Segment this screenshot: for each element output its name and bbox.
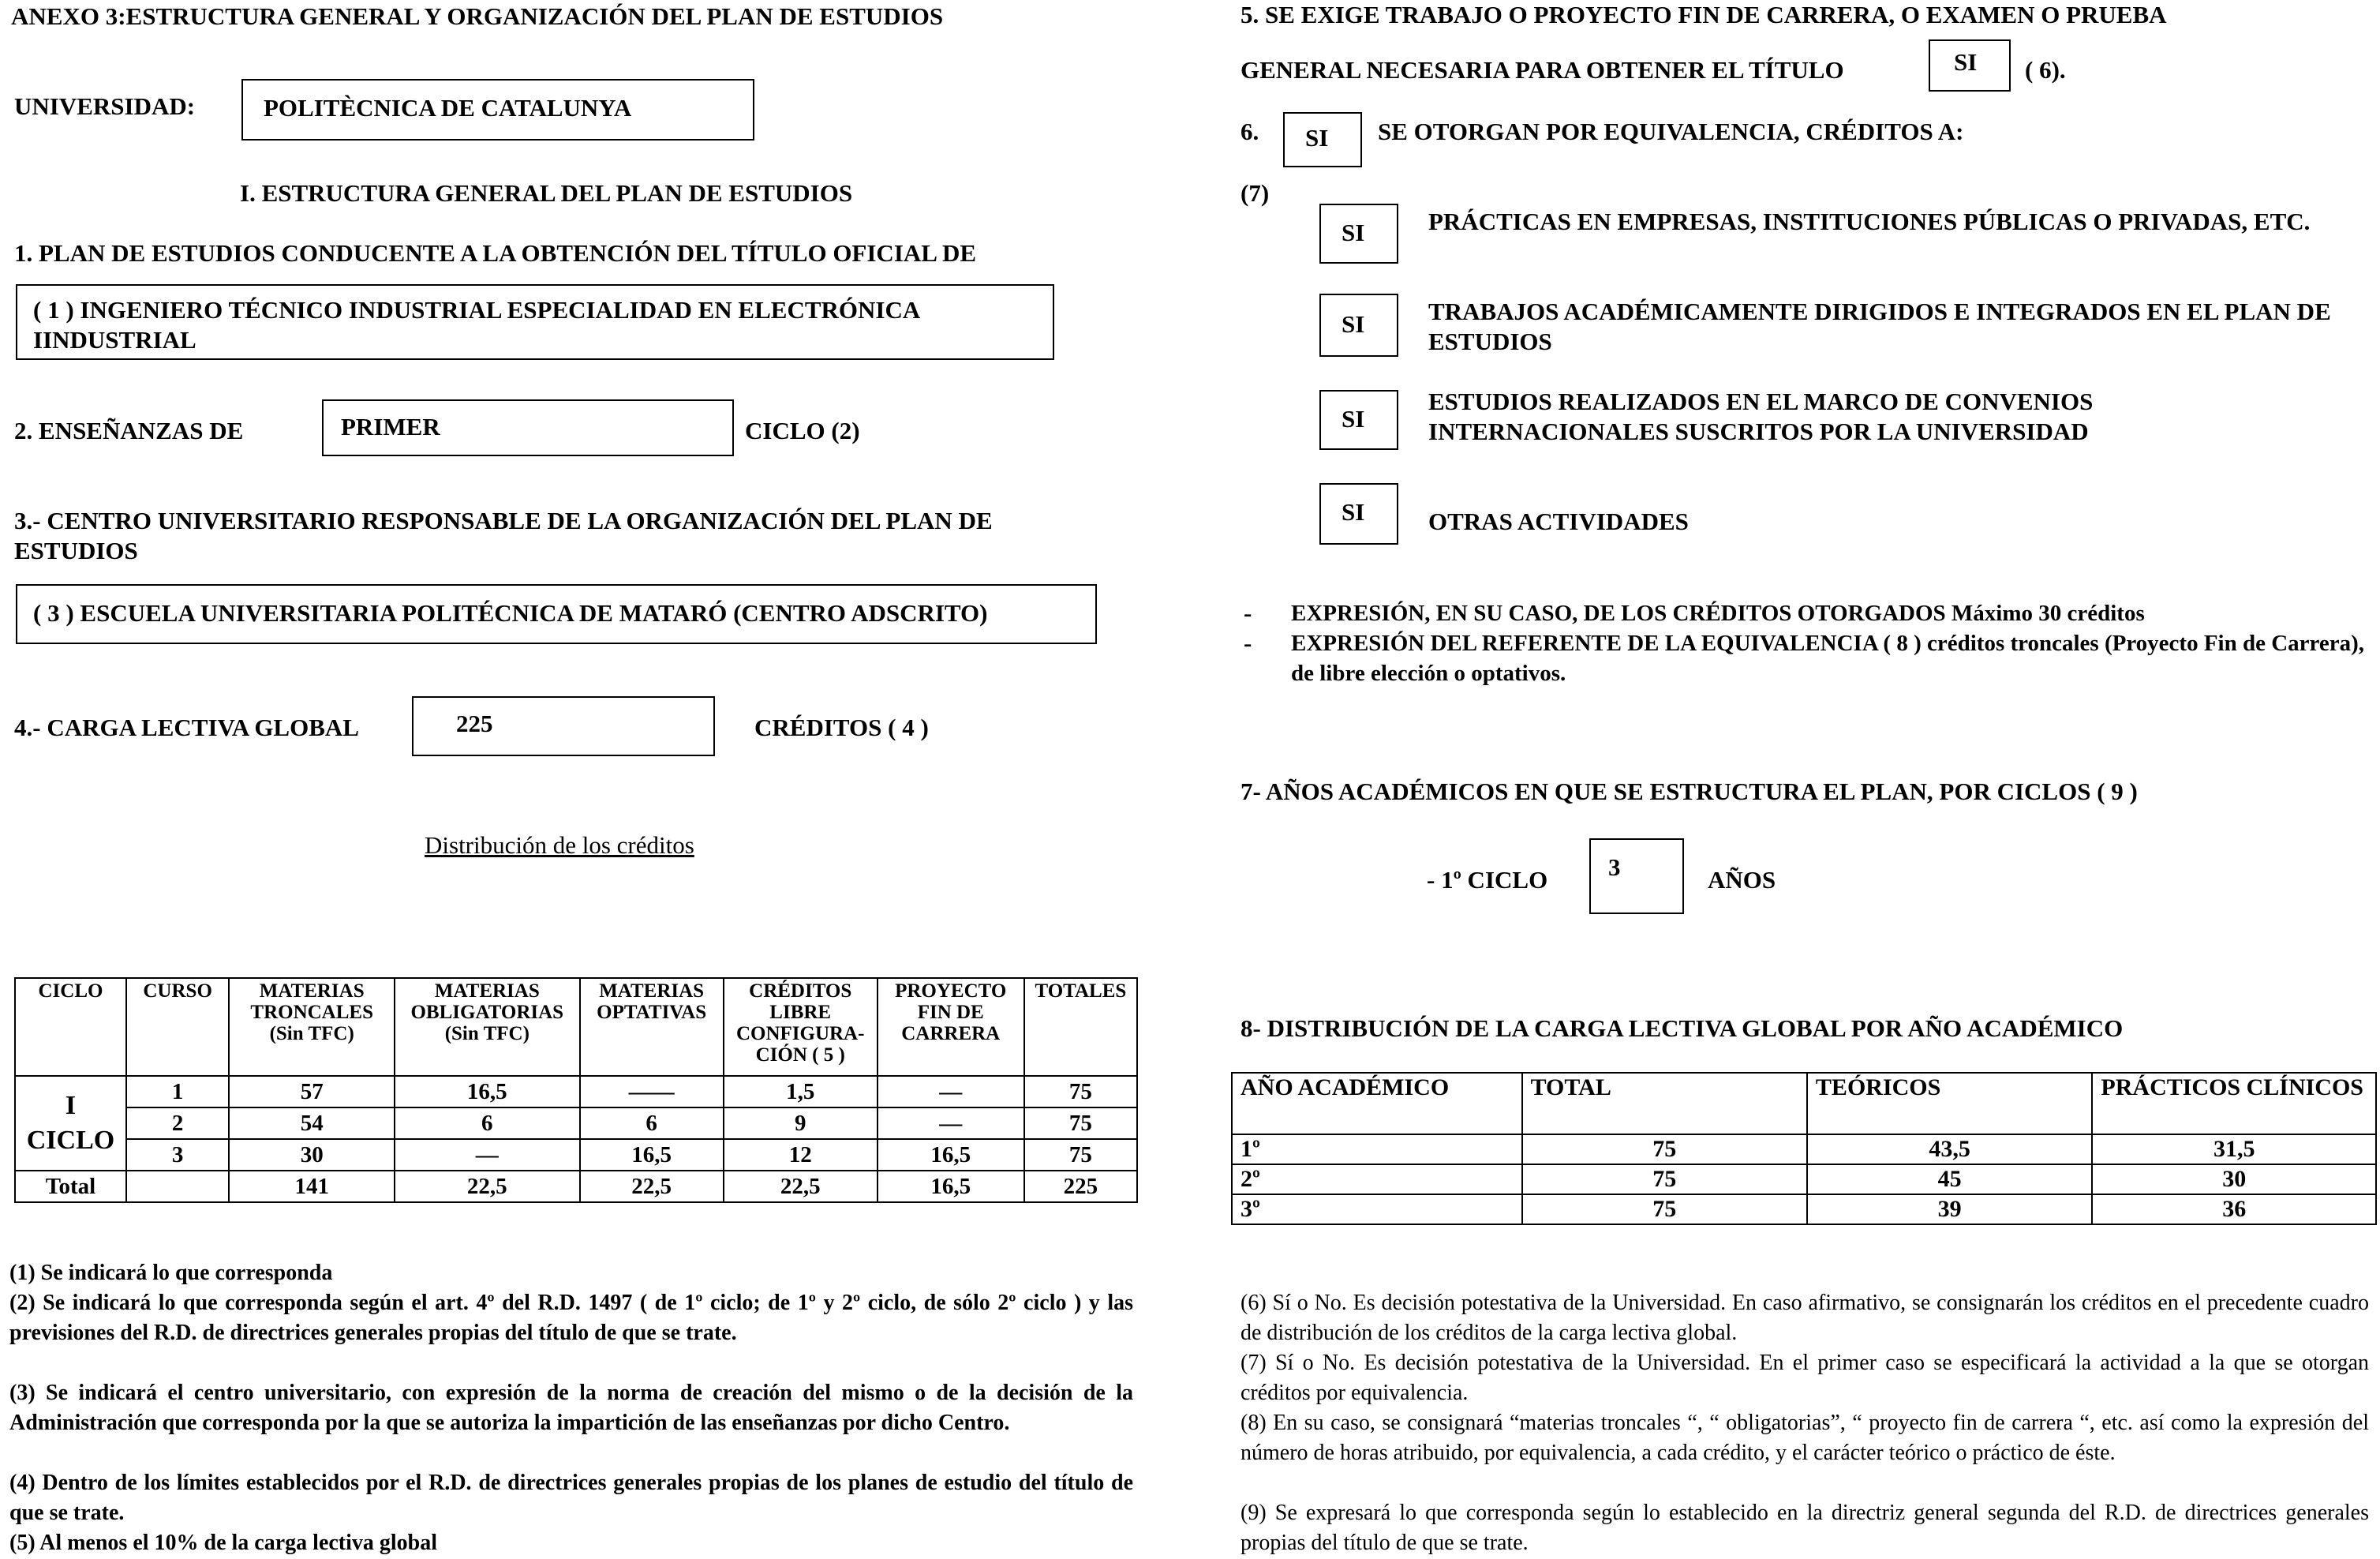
centro-value: ( 3 ) ESCUELA UNIVERSITARIA POLITÉCNICA DE MATARÓ (CENTRO ADSCRITO) xyxy=(33,599,988,627)
title-value: ( 1 ) INGENIERO TÉCNICO INDUSTRIAL ESPECIALIDAD EN ELECTRÓNICA IINDUSTRIAL xyxy=(33,296,919,354)
header-cell: CICLO xyxy=(15,978,126,1076)
section-title: I. ESTRUCTURA GENERAL DEL PLAN DE ESTUDIOS xyxy=(240,179,853,207)
footnote: (9) Se expresará lo que corresponda según lo establecido en la directriz general segunda del R.D. de directrices generales propias del título de que se trate. xyxy=(1241,1501,2369,1555)
table-cell: 6 xyxy=(395,1107,579,1139)
equiv-value: SI xyxy=(1342,405,1365,433)
table-header-row xyxy=(1232,1073,2376,1134)
item5-line1: 5. SE EXIGE TRABAJO O PROYECTO FIN DE CARRERA, O EXAMEN O PRUEBA xyxy=(1241,1,2167,28)
table-cell: 30 xyxy=(2092,1164,2376,1194)
table-cell: 45 xyxy=(1807,1164,2093,1194)
table-cell: 9 xyxy=(724,1107,878,1139)
table-cell: 22,5 xyxy=(724,1171,878,1202)
table-cell: 3º xyxy=(1232,1194,1522,1224)
carga-value: 225 xyxy=(456,710,493,737)
item1-label: 1. PLAN DE ESTUDIOS CONDUCENTE A LA OBTENCIÓN DEL TÍTULO OFICIAL DE xyxy=(14,239,977,267)
equiv-text: ESTUDIOS REALIZADOS EN EL MARCO DE CONVENIOS INTERNACIONALES SUSCRITOS POR LA UNIVERSIDAD xyxy=(1428,388,2094,445)
header-cell: AÑO ACADÉMICO xyxy=(1232,1073,1522,1134)
table-cell: 75 xyxy=(1024,1139,1137,1171)
table-cell xyxy=(126,1171,229,1202)
table-cell: 31,5 xyxy=(2092,1134,2376,1164)
item4-suffix: CRÉDITOS ( 4 ) xyxy=(754,714,929,741)
expresion-referente: EXPRESIÓN DEL REFERENTE DE LA EQUIVALENCIA ( 8 ) créditos troncales (Proyecto Fin de Carrera), de libre elección o optativos. xyxy=(1291,631,2365,686)
footnote: (4) Dentro de los límites establecidos por el R.D. de directrices generales propias de los planes de estudio del título de que se trate. xyxy=(9,1471,1133,1525)
table-cell: — xyxy=(878,1107,1024,1139)
equiv-text: PRÁCTICAS EN EMPRESAS, INSTITUCIONES PÚBLICAS O PRIVADAS, ETC. xyxy=(1428,208,2311,235)
item8-label: 8- DISTRIBUCIÓN DE LA CARGA LECTIVA GLOBAL POR AÑO ACADÉMICO xyxy=(1241,1014,2124,1042)
table-header-row xyxy=(15,978,1137,1076)
table-cell: 1,5 xyxy=(724,1076,878,1107)
table-cell: — xyxy=(395,1139,579,1171)
table-cell: 141 xyxy=(229,1171,395,1202)
expresion-credits: EXPRESIÓN, EN SU CASO, DE LOS CRÉDITOS OTORGADOS Máximo 30 créditos xyxy=(1291,601,2145,626)
item3-label: 3.- CENTRO UNIVERSITARIO RESPONSABLE DE LA ORGANIZACIÓN DEL PLAN DE ESTUDIOS xyxy=(14,507,993,564)
table-cell: 22,5 xyxy=(580,1171,724,1202)
ciclo-cell: I CICLO xyxy=(15,1076,126,1171)
table-row xyxy=(15,1107,1137,1139)
table-cell: —— xyxy=(580,1076,724,1107)
equiv-text: OTRAS ACTIVIDADES xyxy=(1428,508,1689,535)
footnote: (2) Se indicará lo que corresponda según el art. 4º del R.D. 1497 ( de 1º ciclo; de 1º y 2º ciclo, de sólo 2º ciclo ) y las previsiones del R.D. de directrices generales propias del título de que se trate. xyxy=(9,1291,1133,1345)
annex-title: ANEXO 3:ESTRUCTURA GENERAL Y ORGANIZACIÓN DEL PLAN DE ESTUDIOS xyxy=(11,2,944,30)
header-cell: MATERIAS OPTATIVAS xyxy=(580,978,724,1076)
equiv-value: SI xyxy=(1342,498,1365,526)
table-cell: 22,5 xyxy=(395,1171,579,1202)
header-cell: TEÓRICOS xyxy=(1807,1073,2093,1134)
table-cell: 6 xyxy=(580,1107,724,1139)
item6-text: SE OTORGAN POR EQUIVALENCIA, CRÉDITOS A: xyxy=(1378,118,1964,145)
footnote: (1) Se indicará lo que corresponda xyxy=(9,1261,333,1285)
header-cell: MATERIAS OBLIGATORIAS (Sin TFC) xyxy=(395,978,579,1076)
header-cell: PROYECTO FIN DE CARRERA xyxy=(878,978,1024,1076)
table-cell: 2º xyxy=(1232,1164,1522,1194)
table-cell: 75 xyxy=(1024,1076,1137,1107)
item4-label: 4.- CARGA LECTIVA GLOBAL xyxy=(14,714,359,741)
header-cell: CURSO xyxy=(126,978,229,1076)
distribution-table xyxy=(14,977,1138,1203)
table-cell: 16,5 xyxy=(878,1171,1024,1202)
bullet-dash: - xyxy=(1244,629,1252,657)
table-cell: 75 xyxy=(1522,1194,1807,1224)
item7-label: 7- AÑOS ACADÉMICOS EN QUE SE ESTRUCTURA EL PLAN, POR CICLOS ( 9 ) xyxy=(1241,778,2138,805)
table-cell: 225 xyxy=(1024,1171,1137,1202)
item2-label: 2. ENSEÑANZAS DE xyxy=(14,417,244,444)
footnote: (8) En su caso, se consignará “materias troncales “, “ obligatorias”, “ proyecto fin de carrera “, etc. así como la expresión del número de horas atribuido, por equivalencia, a cada crédito, y el carácter teórico o práctico de éste. xyxy=(1241,1411,2369,1465)
table-cell: 43,5 xyxy=(1807,1134,2093,1164)
year-distribution-table xyxy=(1231,1072,2377,1225)
equiv-value: SI xyxy=(1342,219,1365,246)
universidad-label: UNIVERSIDAD: xyxy=(14,92,196,120)
footnote: (6) Sí o No. Es decisión potestativa de la Universidad. En caso afirmativo, se consignarán los créditos en el precedente cuadro de distribución de los créditos de la carga lectiva global. xyxy=(1241,1291,2369,1345)
header-cell: MATERIAS TRONCALES (Sin TFC) xyxy=(229,978,395,1076)
item6-label: 6. xyxy=(1241,118,1259,145)
item5-value: SI xyxy=(1954,48,1978,76)
ciclo-value: PRIMER xyxy=(341,413,440,440)
table-row xyxy=(1232,1134,2376,1164)
item6-value: SI xyxy=(1305,124,1329,152)
bullet-dash: - xyxy=(1244,599,1252,627)
distribution-title: Distribución de los créditos xyxy=(425,831,694,859)
table-cell: 16,5 xyxy=(878,1139,1024,1171)
item5-line2: GENERAL NECESARIA PARA OBTENER EL TÍTULO xyxy=(1241,56,1844,84)
table-row xyxy=(15,1139,1137,1171)
table-cell: 16,5 xyxy=(580,1139,724,1171)
table-cell: 75 xyxy=(1522,1164,1807,1194)
years-value: 3 xyxy=(1608,853,1621,881)
table-cell: 75 xyxy=(1024,1107,1137,1139)
table-cell: 2 xyxy=(126,1107,229,1139)
universidad-value: POLITÈCNICA DE CATALUNYA xyxy=(264,94,632,122)
years-box xyxy=(1589,838,1684,914)
item7-suffix: AÑOS xyxy=(1708,866,1776,894)
item5-suffix: ( 6). xyxy=(2025,56,2066,84)
header-cell: TOTAL xyxy=(1522,1073,1807,1134)
header-cell: TOTALES xyxy=(1024,978,1137,1076)
footnote: (5) Al menos el 10% de la carga lectiva global xyxy=(9,1531,438,1555)
table-cell: 30 xyxy=(229,1139,395,1171)
item6-note: (7) xyxy=(1241,179,1270,207)
table-cell: 12 xyxy=(724,1139,878,1171)
header-cell: CRÉDITOS LIBRE CONFIGURA-CIÓN ( 5 ) xyxy=(724,978,878,1076)
table-cell: 75 xyxy=(1522,1134,1807,1164)
table-cell: 57 xyxy=(229,1076,395,1107)
equiv-value: SI xyxy=(1342,310,1365,338)
item7-ciclo-label: - 1º CICLO xyxy=(1427,866,1548,894)
table-row xyxy=(1232,1164,2376,1194)
footnote: (7) Sí o No. Es decisión potestativa de la Universidad. En el primer caso se especificará la actividad a la que se otorgan créditos por equivalencia. xyxy=(1241,1351,2369,1405)
table-cell: — xyxy=(878,1076,1024,1107)
table-row xyxy=(1232,1194,2376,1224)
header-cell: PRÁCTICOS CLÍNICOS xyxy=(2092,1073,2376,1134)
equiv-text: TRABAJOS ACADÉMICAMENTE DIRIGIDOS E INTEGRADOS EN EL PLAN DE ESTUDIOS xyxy=(1428,298,2331,355)
table-cell: 3 xyxy=(126,1139,229,1171)
table-cell: 36 xyxy=(2092,1194,2376,1224)
table-total-row xyxy=(15,1171,1137,1202)
table-row xyxy=(15,1076,1137,1107)
table-cell: Total xyxy=(15,1171,126,1202)
footnote: (3) Se indicará el centro universitario, con expresión de la norma de creación del mismo o de la decisión de la Administración que corresponda por la que se autoriza la impartición de las enseñanzas por dicho Centro. xyxy=(9,1381,1133,1435)
table-cell: 16,5 xyxy=(395,1076,579,1107)
item2-suffix: CICLO (2) xyxy=(745,417,860,444)
table-cell: 1 xyxy=(126,1076,229,1107)
table-cell: 39 xyxy=(1807,1194,2093,1224)
table-cell: 54 xyxy=(229,1107,395,1139)
table-cell: 1º xyxy=(1232,1134,1522,1164)
